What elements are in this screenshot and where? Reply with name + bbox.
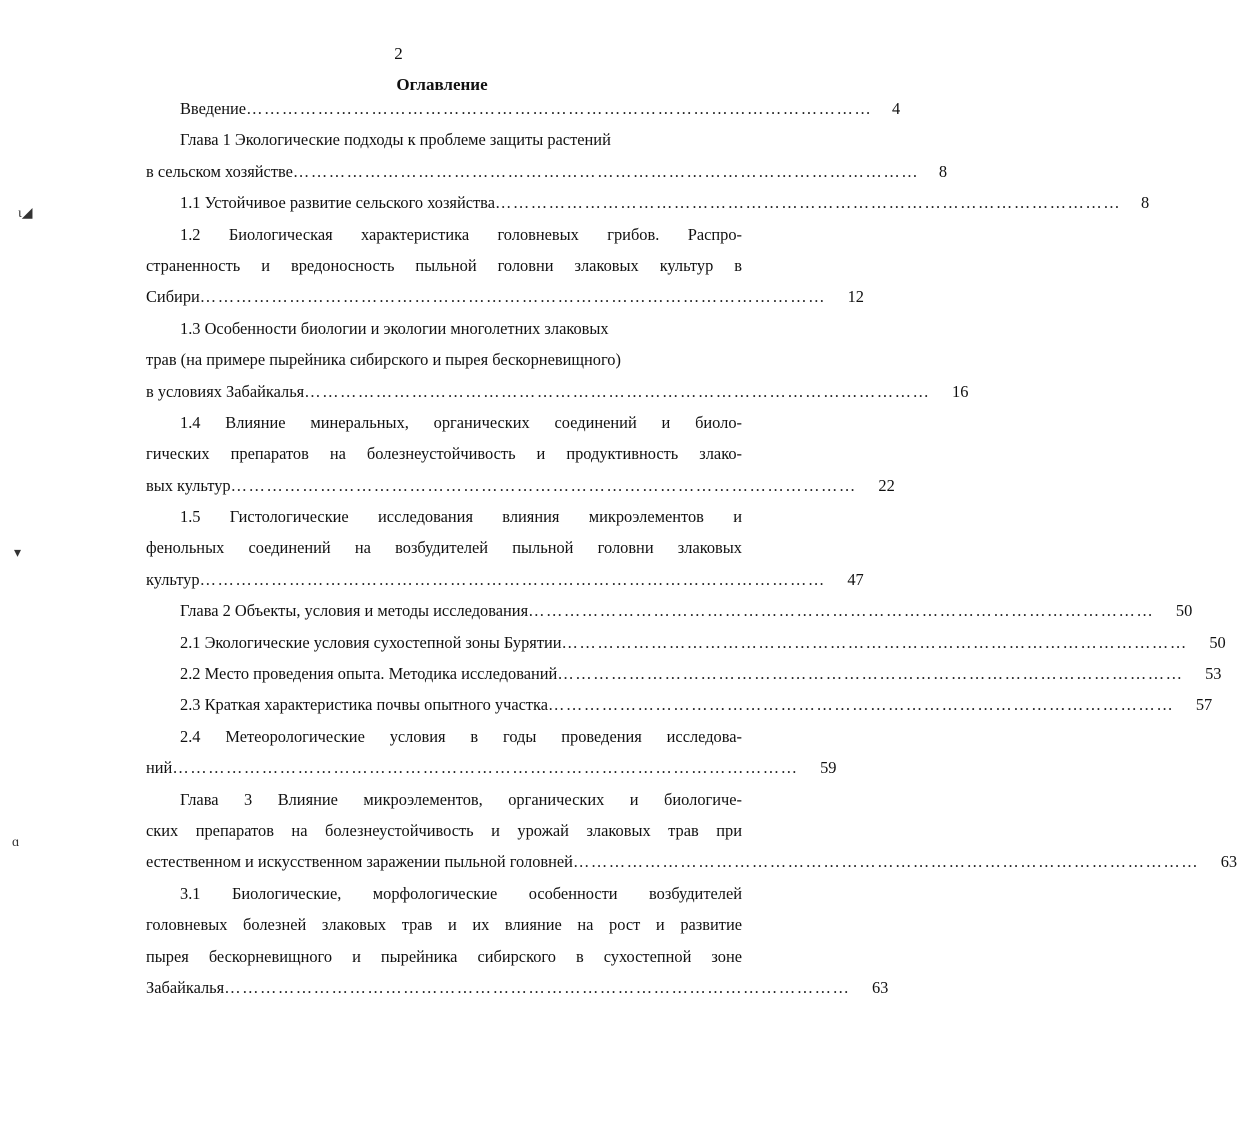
- toc-entry: [146, 878, 742, 909]
- toc-entry-text: Глава 3 Влияние микроэлементов, органических и биологиче-: [180, 789, 742, 809]
- toc-entry-text: ний: [146, 758, 173, 778]
- toc-entry: [146, 93, 901, 124]
- scan-mark-1: ι◢: [18, 206, 33, 221]
- dot-leader: ……………………………………………………………………………………………: [528, 601, 1155, 621]
- toc-entry: [146, 909, 742, 940]
- toc-entry-text: 1.2 Биологическая характеристика головневых грибов. Распро-: [180, 224, 742, 244]
- toc-entry-text: в условиях Забайкалья: [146, 381, 305, 401]
- dot-leader: ……………………………………………………………………………………………: [199, 287, 826, 307]
- dot-leader: ……………………………………………………………………………………………: [292, 161, 920, 181]
- toc-entry-page: 16: [952, 381, 969, 401]
- toc-entry-page: 50: [1209, 632, 1226, 652]
- toc-entry-text: 1.1 Устойчивое развитие сельского хозяйства: [180, 193, 495, 213]
- toc-entry: [146, 784, 742, 815]
- toc-entry-text: Глава 1 Экологические подходы к проблеме защиты растений: [180, 130, 611, 150]
- toc-entry-page: 63: [871, 977, 889, 997]
- toc-entry-text: 3.1 Биологические, морфологические особенности возбудителей: [180, 883, 742, 903]
- table-of-contents: [146, 93, 1237, 1003]
- toc-entry: [146, 941, 742, 972]
- toc-entry: [146, 376, 969, 407]
- toc-entry-text: 2.4 Метеорологические условия в годы проведения исследова-: [180, 726, 742, 746]
- toc-entry: [146, 407, 742, 438]
- toc-entry: [146, 438, 742, 469]
- toc-entry: [146, 219, 742, 250]
- toc-entry: [146, 344, 742, 375]
- toc-entry: [146, 595, 1193, 626]
- dot-leader: ……………………………………………………………………………………………: [224, 977, 851, 997]
- dot-leader: ……………………………………………………………………………………………: [548, 695, 1175, 715]
- toc-entry-text: 1.4 Влияние минеральных, органических соединений и биоло-: [180, 412, 742, 432]
- toc-entry: [146, 721, 742, 752]
- dot-leader: ……………………………………………………………………………………………: [494, 193, 1122, 213]
- toc-entry-text: Глава 2 Объекты, условия и методы исследования: [180, 601, 529, 621]
- dot-leader: ……………………………………………………………………………………………: [246, 99, 873, 118]
- toc-entry-page: 47: [847, 569, 864, 589]
- toc-entry-page: 8: [938, 161, 948, 181]
- toc-entry: [146, 124, 742, 155]
- toc-entry: [146, 627, 1226, 658]
- toc-entry-text: культур: [146, 569, 200, 589]
- toc-entry: [146, 846, 1237, 877]
- toc-entry-text: 1.3 Особенности биологии и экологии многолетних злаковых: [180, 318, 609, 338]
- toc-entry-page: 57: [1195, 695, 1213, 715]
- toc-entry-text: Сибири: [146, 287, 200, 307]
- toc-entry-text: 1.5 Гистологические исследования влияния микроэлементов и: [180, 507, 742, 527]
- toc-entry: [146, 532, 742, 563]
- toc-entry-page: 8: [1140, 193, 1150, 213]
- dot-leader: ……………………………………………………………………………………………: [304, 381, 931, 401]
- toc-entry: [146, 815, 742, 846]
- toc-entry: [146, 156, 948, 187]
- toc-entry-page: 53: [1205, 664, 1222, 684]
- toc-entry-text: гических препаратов на болезнеустойчивость и продуктивность злако-: [146, 444, 742, 464]
- page-number: 2: [394, 44, 403, 63]
- dot-leader: ……………………………………………………………………………………………: [561, 632, 1188, 652]
- toc-entry-page: 12: [847, 287, 864, 307]
- toc-entry-text: Забайкалья: [146, 977, 225, 997]
- toc-entry-page: 63: [1220, 852, 1237, 872]
- dot-leader: ……………………………………………………………………………………………: [557, 664, 1184, 684]
- toc-entry-text: пырея бескорневищного и пырейника сибирского в сухостепной зоне: [146, 946, 742, 966]
- scan-mark-3: ɑ: [12, 835, 20, 850]
- toc-entry: [146, 564, 864, 595]
- dot-leader: ……………………………………………………………………………………………: [230, 475, 857, 495]
- toc-entry-text: вых культур: [146, 475, 231, 495]
- toc-entry: [146, 470, 895, 501]
- dot-leader: ……………………………………………………………………………………………: [572, 852, 1200, 872]
- toc-entry-text: головневых болезней злаковых трав и их влияние на рост и развитие: [146, 915, 742, 935]
- toc-entry: [146, 752, 837, 783]
- toc-entry: [146, 972, 889, 1003]
- toc-entry-text: естественном и искусственном заражении пыльной головней: [146, 852, 573, 872]
- toc-entry: [146, 281, 864, 312]
- toc-entry-text: страненность и вредоносность пыльной головни злаковых культур в: [146, 255, 742, 275]
- toc-entry-page: 4: [892, 99, 901, 118]
- toc-entry-page: 50: [1175, 601, 1193, 621]
- toc-entry-page: 22: [878, 475, 895, 495]
- page-title: Оглавление: [396, 75, 488, 94]
- toc-entry-text: трав (на примере пырейника сибирского и пырея бескорневищного): [146, 350, 621, 370]
- dot-leader: ……………………………………………………………………………………………: [199, 569, 826, 589]
- toc-entry-text: в сельском хозяйстве: [146, 161, 293, 181]
- toc-entry-text: 2.1 Экологические условия сухостепной зоны Бурятии: [180, 632, 562, 652]
- toc-entry: [146, 187, 1150, 218]
- toc-entry-text: фенольных соединений на возбудителей пыльной головни злаковых: [146, 538, 742, 558]
- toc-entry-text: 2.3 Краткая характеристика почвы опытного участка: [180, 695, 549, 715]
- toc-entry: [146, 658, 1222, 689]
- toc-entry-text: 2.2 Место проведения опыта. Методика исследований: [180, 664, 558, 684]
- toc-entry-text: Введение: [180, 99, 247, 118]
- toc-entry: [146, 689, 1213, 720]
- scan-mark-2: ▾: [14, 546, 22, 561]
- toc-entry: [146, 250, 742, 281]
- toc-entry-page: 59: [820, 758, 837, 778]
- toc-entry-text: ских препаратов на болезнеустойчивость и урожай злаковых трав при: [146, 820, 742, 840]
- toc-entry: [146, 313, 742, 344]
- toc-entry: [146, 501, 742, 532]
- dot-leader: ……………………………………………………………………………………………: [172, 758, 799, 778]
